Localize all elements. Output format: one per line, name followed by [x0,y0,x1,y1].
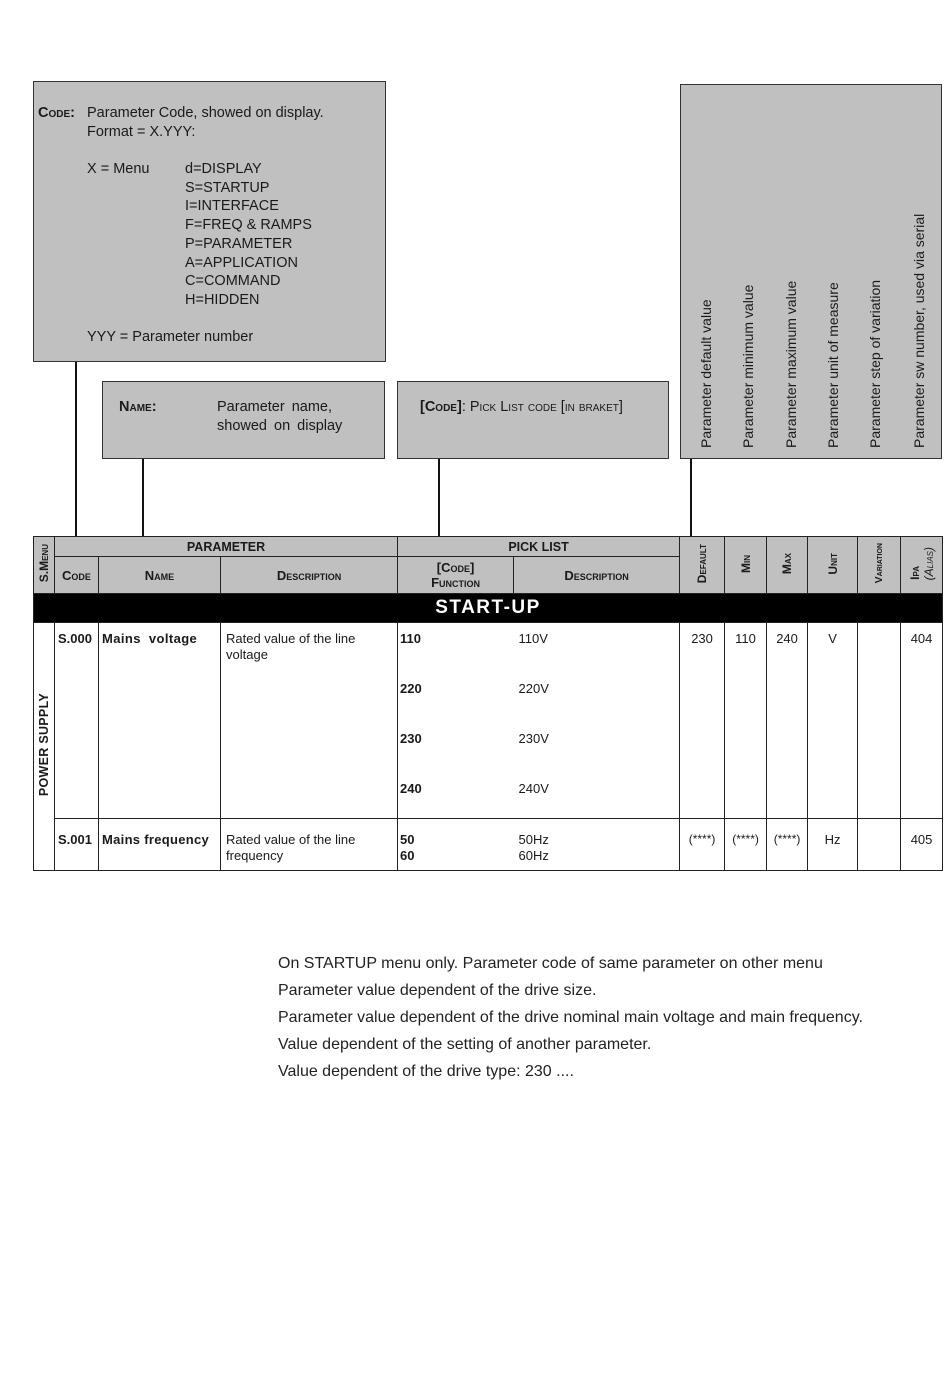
pick-description: 50Hz [518,832,549,847]
variation-header-text: Variation [873,543,886,584]
ipa-header-text: Ipa [907,566,922,581]
code-legend-box [33,81,386,362]
group-label: POWER SUPPLY [37,693,51,797]
menu-item: F=FREQ & RAMPS [185,217,312,233]
unit-value: Hz [808,819,858,871]
max-value: (****) [767,819,808,871]
footnote: Value dependent of the drive type: 230 .... [278,1063,574,1080]
alias-header-text: (Alias) [921,546,936,581]
footnotes [278,950,863,1085]
default-header [680,537,725,594]
variation-description: Parameter step of variation [867,279,883,448]
param-name: Mains frequency [99,819,221,871]
picklist-legend-text [420,399,623,415]
unit-header-text: Unit [825,552,840,575]
parameter-table [33,536,943,871]
picklist-header: PICK LIST [398,537,680,557]
name-text2: showed on display [217,418,343,434]
menu-item: A=APPLICATION [185,255,298,271]
menu-item: d=DISPLAY [185,161,262,177]
menu-label: X = Menu [87,161,150,177]
pick-code: 50 [400,832,415,847]
pick-codes [398,819,514,871]
pick-codes [398,623,514,819]
column-description-box [680,84,942,459]
footnote: Parameter value dependent of the drive size. [278,982,597,999]
pick-description: 240V [518,781,549,796]
param-code: S.001 [55,819,99,871]
footnote: Parameter value dependent of the drive nominal main voltage and main frequency. [278,1009,863,1026]
name-text1: Parameter name, [217,399,333,415]
max-header-text: Max [780,552,795,575]
menu-item: C=COMMAND [185,273,281,289]
unit-header [808,537,858,594]
min-header-text: Min [738,554,753,573]
pl-function-header-text: Function [431,575,480,590]
yyy-line: YYY = Parameter number [87,329,254,345]
ipa-header [901,537,943,594]
unit-value: V [808,623,858,819]
max-description: Parameter maximum value [783,280,799,448]
name-header: Name [99,557,221,594]
menu-item: H=HIDDEN [185,292,260,308]
min-header [725,537,767,594]
param-description: Rated value of the line voltage [221,623,398,819]
variation-value [858,623,901,819]
min-value: (****) [725,819,767,871]
picklist-legend-box [397,381,669,459]
group-cell [34,623,55,871]
pick-code: 220 [400,681,422,696]
code-header: Code [55,557,99,594]
picklist-legend-desc: : Pick List code [in braket] [461,399,623,415]
pl-code-header-text: [Code] [436,560,475,575]
pick-descriptions [514,819,680,871]
description-header: Description [221,557,398,594]
param-code: S.000 [55,623,99,819]
param-name: Mains voltage [99,623,221,819]
name-label: Name: [119,399,157,415]
pl-description-header: Description [514,557,680,594]
section-title: START-UP [34,594,943,623]
pick-description: 60Hz [518,848,549,863]
pick-description: 110V [518,631,548,646]
default-header-text: Default [695,543,710,584]
smenu-header [34,537,55,594]
pick-code: 60 [400,848,415,863]
menu-item: S=STARTUP [185,180,270,196]
pick-description: 230V [518,731,549,746]
max-header [767,537,808,594]
pick-descriptions [514,623,680,819]
min-description: Parameter minimum value [740,284,756,448]
code-line2: Format = X.YYY: [87,124,196,140]
pick-description: 220V [518,681,549,696]
ipa-value: 405 [901,819,943,871]
max-value: 240 [767,623,808,819]
unit-description: Parameter unit of measure [825,282,841,448]
parameter-header: PARAMETER [55,537,398,557]
pick-code: 240 [400,781,422,796]
default-description: Parameter default value [698,299,714,448]
param-description: Rated value of the line frequency [221,819,398,871]
min-value: 110 [725,623,767,819]
pick-code: 110 [400,631,422,646]
menu-item: P=PARAMETER [185,236,293,252]
code-line1: Parameter Code, showed on display. [87,105,324,121]
default-value: 230 [680,623,725,819]
pl-code-header [398,557,514,594]
footnote: Value dependent of the setting of another parameter. [278,1036,652,1053]
picklist-code-label: [Code] [420,399,462,415]
name-legend-box [102,381,385,459]
variation-value [858,819,901,871]
footnote: On STARTUP menu only. Parameter code of same parameter on other menu [278,955,823,972]
variation-header [858,537,901,594]
ipa-description: Parameter sw number, used via serial [911,213,927,448]
code-label: Code: [38,105,75,121]
menu-item: I=INTERFACE [185,198,279,214]
ipa-value: 404 [901,623,943,819]
pick-code: 230 [400,731,422,746]
default-value: (****) [680,819,725,871]
smenu-header-text: S.Menu [37,544,51,583]
